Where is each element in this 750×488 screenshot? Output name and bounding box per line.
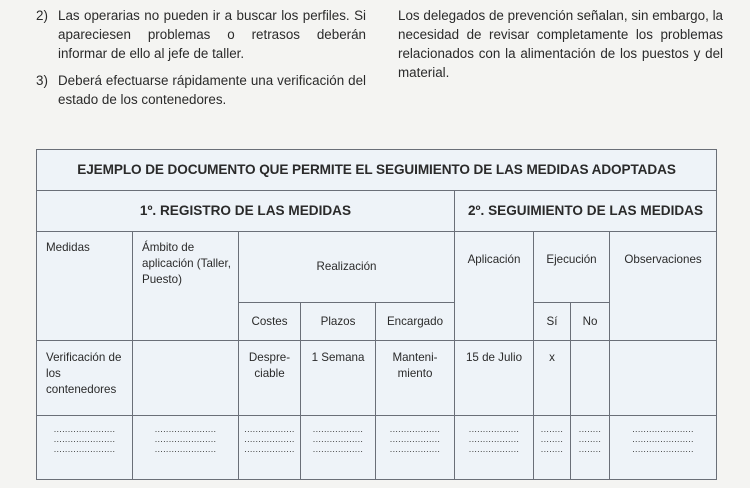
left-text-column bbox=[36, 6, 366, 117]
header-plazos: Plazos bbox=[301, 303, 376, 341]
dots-cell: ...................... ...................... ...................... bbox=[37, 416, 133, 480]
cell-costes: Despre-ciable bbox=[239, 341, 301, 416]
cell-observaciones bbox=[610, 341, 717, 416]
dots-cell: ...................... ...................... ...................... bbox=[610, 416, 717, 480]
list-item-3 bbox=[36, 71, 366, 109]
list-text: Deberá efectuarse rápidamente una verificación del estado de los contenedores. bbox=[58, 73, 366, 107]
dots-cell: ...................... ...................... ...................... bbox=[133, 416, 239, 480]
header-costes: Costes bbox=[239, 303, 301, 341]
list-number: 2) bbox=[36, 8, 48, 23]
header-aplicacion: Aplicación bbox=[455, 232, 534, 341]
section-seguimiento: 2º. SEGUIMIENTO DE LAS MEDIDAS bbox=[455, 191, 717, 232]
cell-aplicacion: 15 de Julio bbox=[455, 341, 534, 416]
paragraph-text: Los delegados de prevención señalan, sin embargo, la necesidad de revisar completamente los problemas relacionados con la alimentación de los puestos y del material. bbox=[398, 8, 723, 80]
cell-encargado: Manteni-miento bbox=[376, 341, 455, 416]
table-row-blank bbox=[37, 416, 717, 480]
header-ejecucion: Ejecución bbox=[534, 232, 610, 303]
dots-cell: .................. .................. .................. bbox=[301, 416, 376, 480]
list-item-2 bbox=[36, 6, 366, 63]
dots-cell: ........ ........ ........ bbox=[571, 416, 610, 480]
header-encargado: Encargado bbox=[376, 303, 455, 341]
measures-table bbox=[36, 149, 717, 480]
right-text-column bbox=[398, 6, 723, 82]
list-number: 3) bbox=[36, 73, 48, 88]
header-si: Sí bbox=[534, 303, 571, 341]
dots-cell: .................. .................. .................. bbox=[455, 416, 534, 480]
list-text: Las operarias no pueden ir a buscar los perfiles. Si apareciesen problemas o retrasos deberán informar de ello al jefe de taller. bbox=[58, 8, 366, 61]
section-registro: 1º. REGISTRO DE LAS MEDIDAS bbox=[37, 191, 455, 232]
header-no: No bbox=[571, 303, 610, 341]
cell-ambito bbox=[133, 341, 239, 416]
cell-no bbox=[571, 341, 610, 416]
table-title: EJEMPLO DE DOCUMENTO QUE PERMITE EL SEGUIMIENTO DE LAS MEDIDAS ADOPTADAS bbox=[37, 150, 717, 191]
cell-medida: Verificación de los contenedores bbox=[37, 341, 133, 416]
header-realizacion: Realización bbox=[239, 232, 455, 303]
header-ambito: Ámbito de aplicación (Taller, Puesto) bbox=[133, 232, 239, 341]
dots-cell: .................. .................. .................. bbox=[376, 416, 455, 480]
header-observaciones: Observaciones bbox=[610, 232, 717, 341]
dots-cell: .................. .................. .................. bbox=[239, 416, 301, 480]
header-medidas: Medidas bbox=[37, 232, 133, 341]
dots-cell: ........ ........ ........ bbox=[534, 416, 571, 480]
cell-plazos: 1 Semana bbox=[301, 341, 376, 416]
cell-si: x bbox=[534, 341, 571, 416]
table-row bbox=[37, 341, 717, 416]
